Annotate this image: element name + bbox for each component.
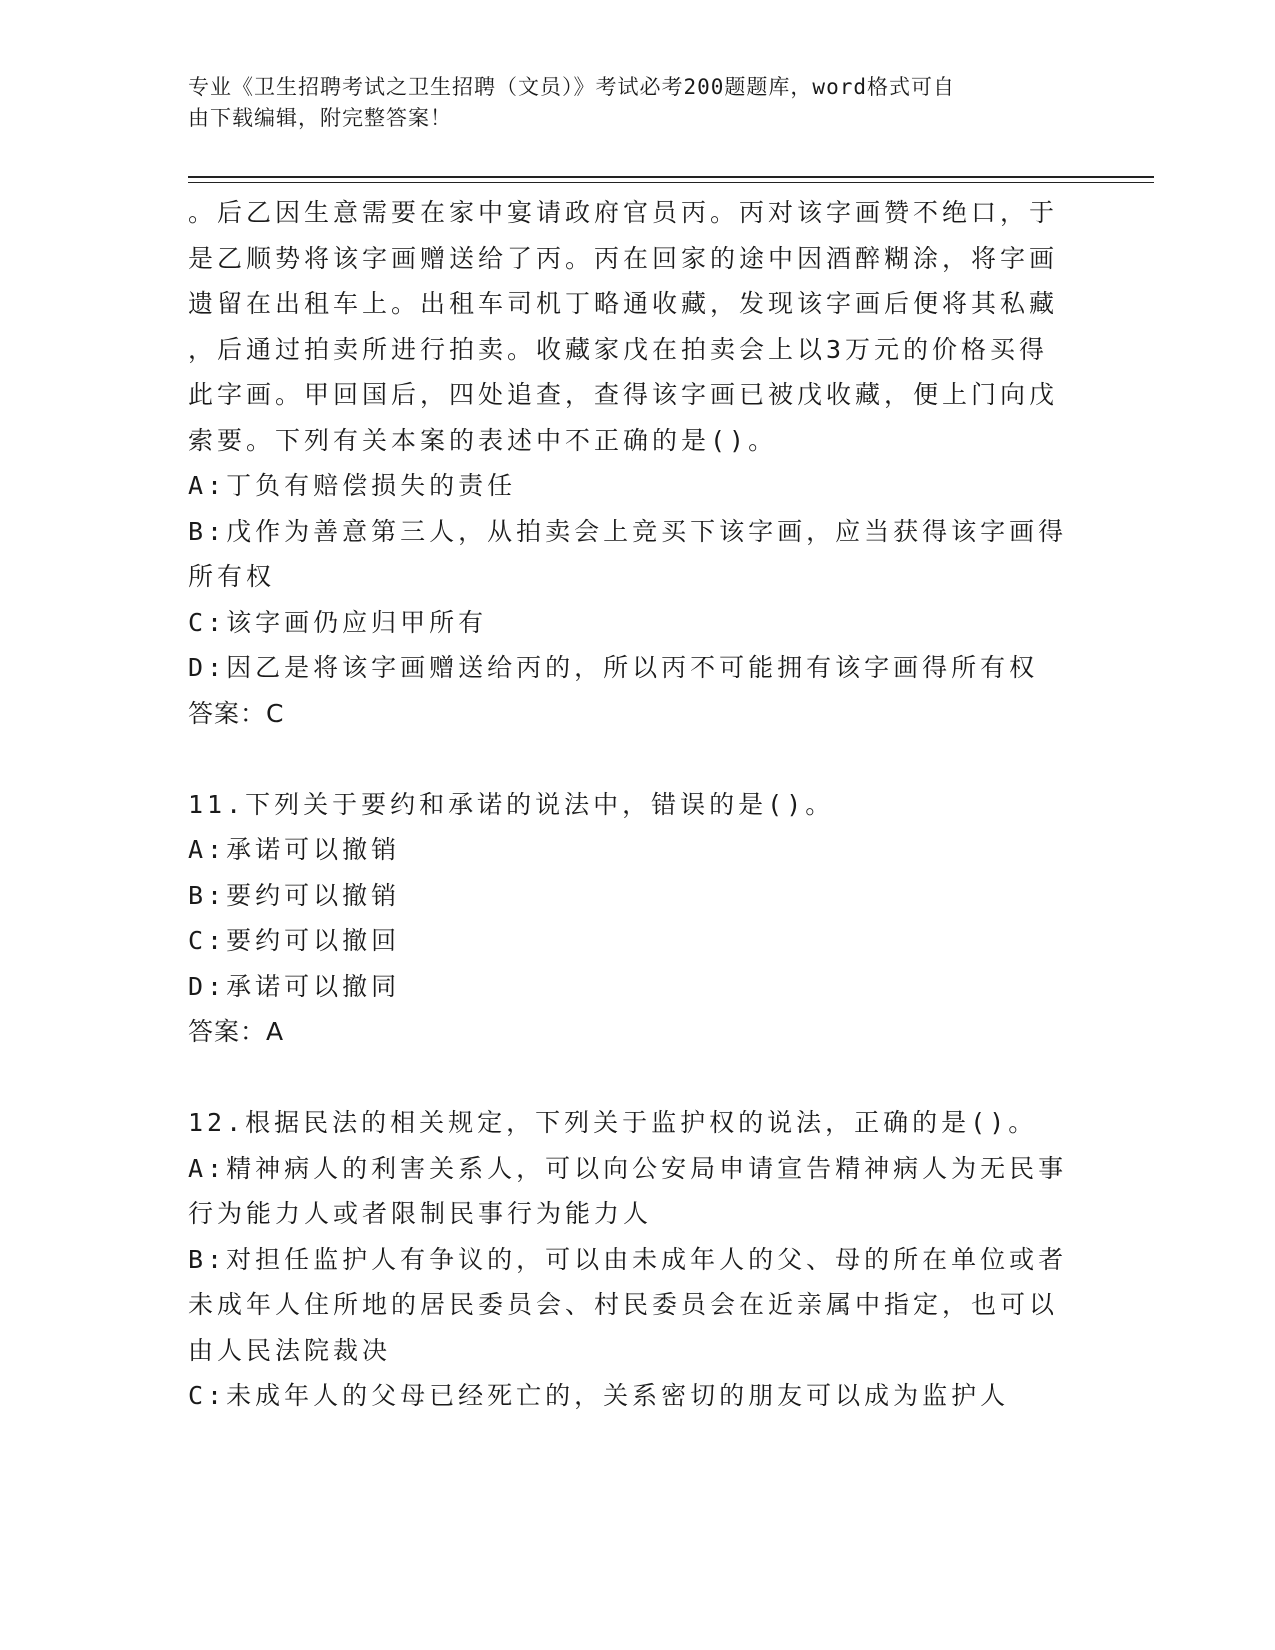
option-b-continued: 所有权 — [188, 562, 276, 591]
option-a-continued: 行为能力人或者限制民事行为能力人 — [188, 1199, 653, 1228]
option-c: C:要约可以撤回 — [188, 926, 401, 955]
option-b-continued: 未成年人住所地的居民委员会、村民委员会在近亲属中指定，也可以 — [188, 1290, 1059, 1319]
option-c: C:该字画仍应归甲所有 — [188, 607, 488, 637]
document-header — [188, 72, 1068, 134]
question-11 — [188, 782, 1088, 1055]
question-stem-line: ，后通过拍卖所进行拍卖。收藏家戊在拍卖会上以3万元的价格买得 — [188, 334, 1049, 364]
answer-label: 答案：A — [188, 1017, 285, 1046]
option-b: B:对担任监护人有争议的，可以由未成年人的父、母的所在单位或者 — [188, 1244, 1068, 1274]
question-10 — [188, 190, 1088, 736]
document-body — [188, 190, 1088, 1419]
option-a: A:承诺可以撤销 — [188, 835, 401, 864]
question-stem: 12.根据民法的相关规定，下列关于监护权的说法，正确的是()。 — [188, 1108, 1038, 1137]
question-stem-line: 是乙顺势将该字画赠送给了丙。丙在回家的途中因酒醉糊涂，将字画 — [188, 243, 1059, 273]
option-c: C:未成年人的父母已经死亡的，关系密切的朋友可以成为监护人 — [188, 1381, 1010, 1410]
question-stem-line: 此字画。甲回国后，四处追查，查得该字画已被戊收藏，便上门向戊 — [188, 380, 1059, 409]
question-stem: 11.下列关于要约和承诺的说法中，错误的是()。 — [188, 789, 835, 819]
question-12 — [188, 1100, 1088, 1419]
answer-label: 答案：C — [188, 698, 285, 728]
header-divider-thin — [188, 182, 1154, 183]
option-a: A:丁负有赔偿损失的责任 — [188, 471, 517, 500]
spacer — [188, 1055, 1088, 1101]
question-stem-line: 遗留在出租车上。出租车司机丁略通收藏，发现该字画后便将其私藏 — [188, 289, 1059, 318]
header-divider-thick — [188, 176, 1154, 178]
option-a: A:精神病人的利害关系人，可以向公安局申请宣告精神病人为无民事 — [188, 1153, 1068, 1183]
option-d: D:承诺可以撤同 — [188, 971, 401, 1001]
option-d: D:因乙是将该字画赠送给丙的，所以丙不可能拥有该字画得所有权 — [188, 653, 1039, 682]
question-stem-line: 索要。下列有关本案的表述中不正确的是()。 — [188, 425, 778, 455]
option-b: B:要约可以撤销 — [188, 880, 401, 910]
spacer — [188, 736, 1088, 782]
option-b-continued: 由人民法院裁决 — [188, 1335, 392, 1365]
option-b: B:戊作为善意第三人，从拍卖会上竞买下该字画，应当获得该字画得 — [188, 516, 1068, 546]
question-stem-line: 。后乙因生意需要在家中宴请政府官员丙。丙对该字画赞不绝口，于 — [188, 198, 1059, 227]
header-line-1: 专业《卫生招聘考试之卫生招聘（文员）》考试必考200题题库，word格式可自 — [188, 75, 955, 99]
header-line-2: 由下载编辑，附完整答案！ — [188, 106, 452, 130]
